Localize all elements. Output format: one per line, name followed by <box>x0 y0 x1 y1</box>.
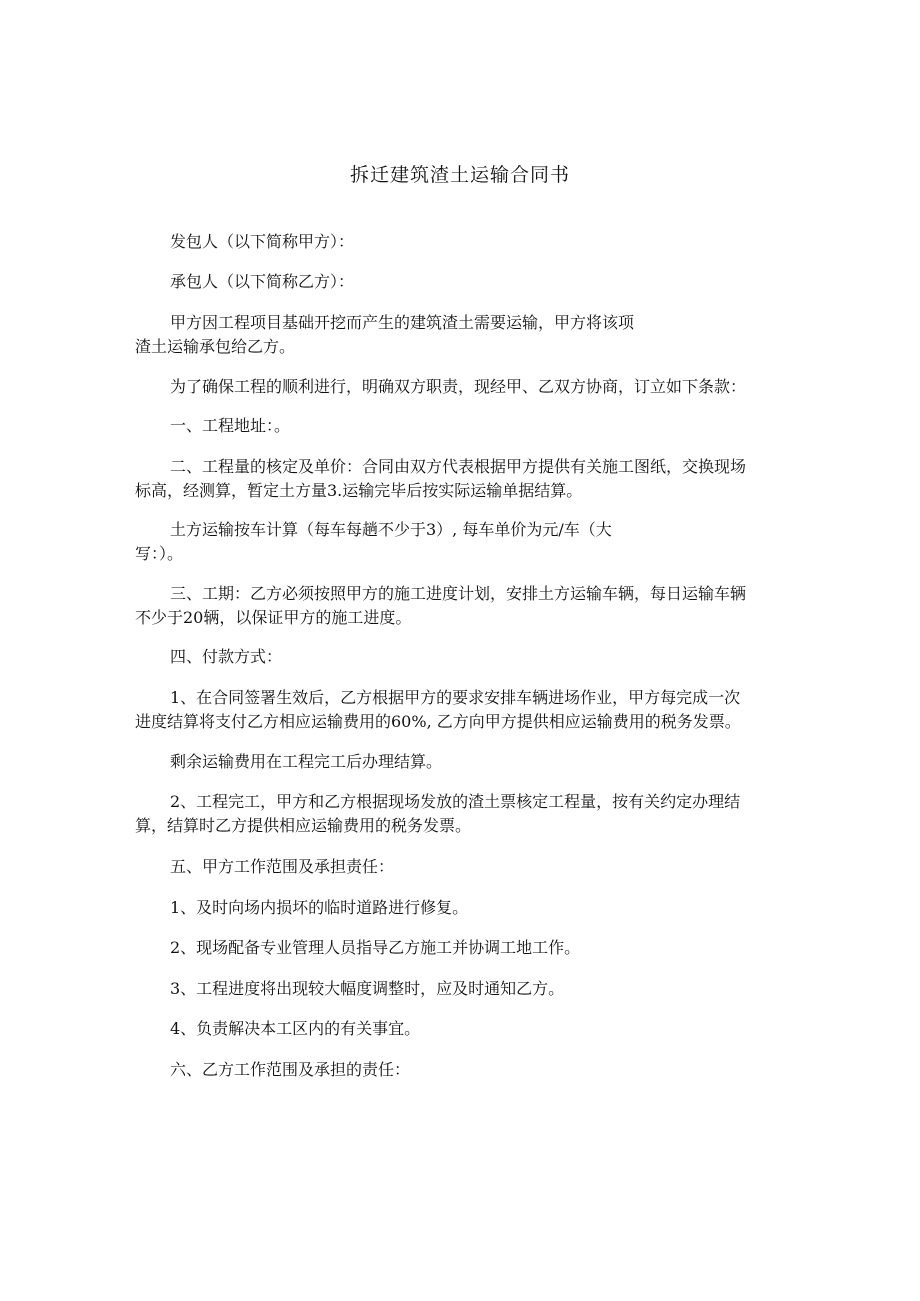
paragraph-line: 4、负责解决本工区内的有关事宜。 <box>170 1019 421 1038</box>
party-a-item-1 <box>135 896 790 920</box>
paragraph-line: 甲方因工程项目基础开挖而产生的建筑渣土需要运输，甲方将该项 <box>170 313 635 332</box>
clause-4-payment-heading <box>135 645 790 669</box>
paragraph-line: 五、甲方工作范围及承担责任： <box>170 857 395 876</box>
payment-item-2 <box>135 790 790 838</box>
payment-remaining <box>135 750 790 774</box>
party-a-item-2 <box>135 936 790 960</box>
clause-2-quantity-price <box>135 455 790 503</box>
paragraph-line: 为了确保工程的顺利进行，明确双方职责，现经甲、乙双方协商，订立如下条款： <box>170 377 747 396</box>
paragraph-line: 渣土运输承包给乙方。 <box>135 337 296 356</box>
paragraph-purpose <box>135 311 790 359</box>
paragraph-line: 算，结算时乙方提供相应运输费用的税务发票。 <box>135 816 472 835</box>
paragraph-line: 一、工程地址：。 <box>170 416 291 435</box>
payment-item-1 <box>135 686 790 734</box>
paragraph-line: 2、工程完工，甲方和乙方根据现场发放的渣土票核定工程量，按有关约定办理结 <box>170 792 741 811</box>
paragraph-party-b <box>135 270 790 294</box>
clause-3-schedule <box>135 582 790 630</box>
paragraph-line: 3、工程进度将出现较大幅度调整时，应及时通知乙方。 <box>170 979 565 998</box>
paragraph-line: 不少于20辆，以保证甲方的施工进度。 <box>135 608 412 627</box>
paragraph-line: 1、及时向场内损坏的临时道路进行修复。 <box>170 898 469 917</box>
paragraph-line: 进度结算将支付乙方相应运输费用的60%, 乙方向甲方提供相应运输费用的税务发票。 <box>135 712 741 731</box>
paragraph-line: 写：）。 <box>135 544 184 563</box>
paragraph-line: 三、工期：乙方必须按照甲方的施工进度计划，安排土方运输车辆，每日运输车辆 <box>170 584 747 603</box>
paragraph-line: 标高，经测算，暂定土方量3.运输完毕后按实际运输单据结算。 <box>135 481 583 500</box>
paragraph-party-a <box>135 230 790 254</box>
party-a-item-4 <box>135 1017 790 1041</box>
paragraph-line: 1、在合同签署生效后，乙方根据甲方的要求安排车辆进场作业，甲方每完成一次 <box>170 688 741 707</box>
paragraph-line: 承包人（以下简称乙方）： <box>170 272 355 291</box>
paragraph-line: 四、付款方式： <box>170 647 283 666</box>
paragraph-line: 六、乙方工作范围及承担的责任： <box>170 1060 411 1079</box>
paragraph-line: 剩余运输费用在工程完工后办理结算。 <box>170 752 443 771</box>
paragraph-line: 二、工程量的核定及单价：合同由双方代表根据甲方提供有关施工图纸，交换现场 <box>170 457 747 476</box>
clause-1-address <box>135 414 790 438</box>
paragraph-line: 土方运输按车计算（每车每趟不少于3）, 每车单价为元/车（大 <box>170 520 612 539</box>
clause-6-party-b-heading <box>135 1058 790 1082</box>
paragraph-agreement <box>135 375 790 399</box>
party-a-item-3 <box>135 977 790 1001</box>
paragraph-line: 2、现场配备专业管理人员指导乙方施工并协调工地工作。 <box>170 938 581 957</box>
paragraph-truck-pricing <box>135 518 790 566</box>
document-title: 拆迁建筑渣土运输合同书 <box>349 164 570 186</box>
clause-5-party-a-heading <box>135 855 790 879</box>
paragraph-line: 发包人（以下简称甲方）： <box>170 232 355 251</box>
